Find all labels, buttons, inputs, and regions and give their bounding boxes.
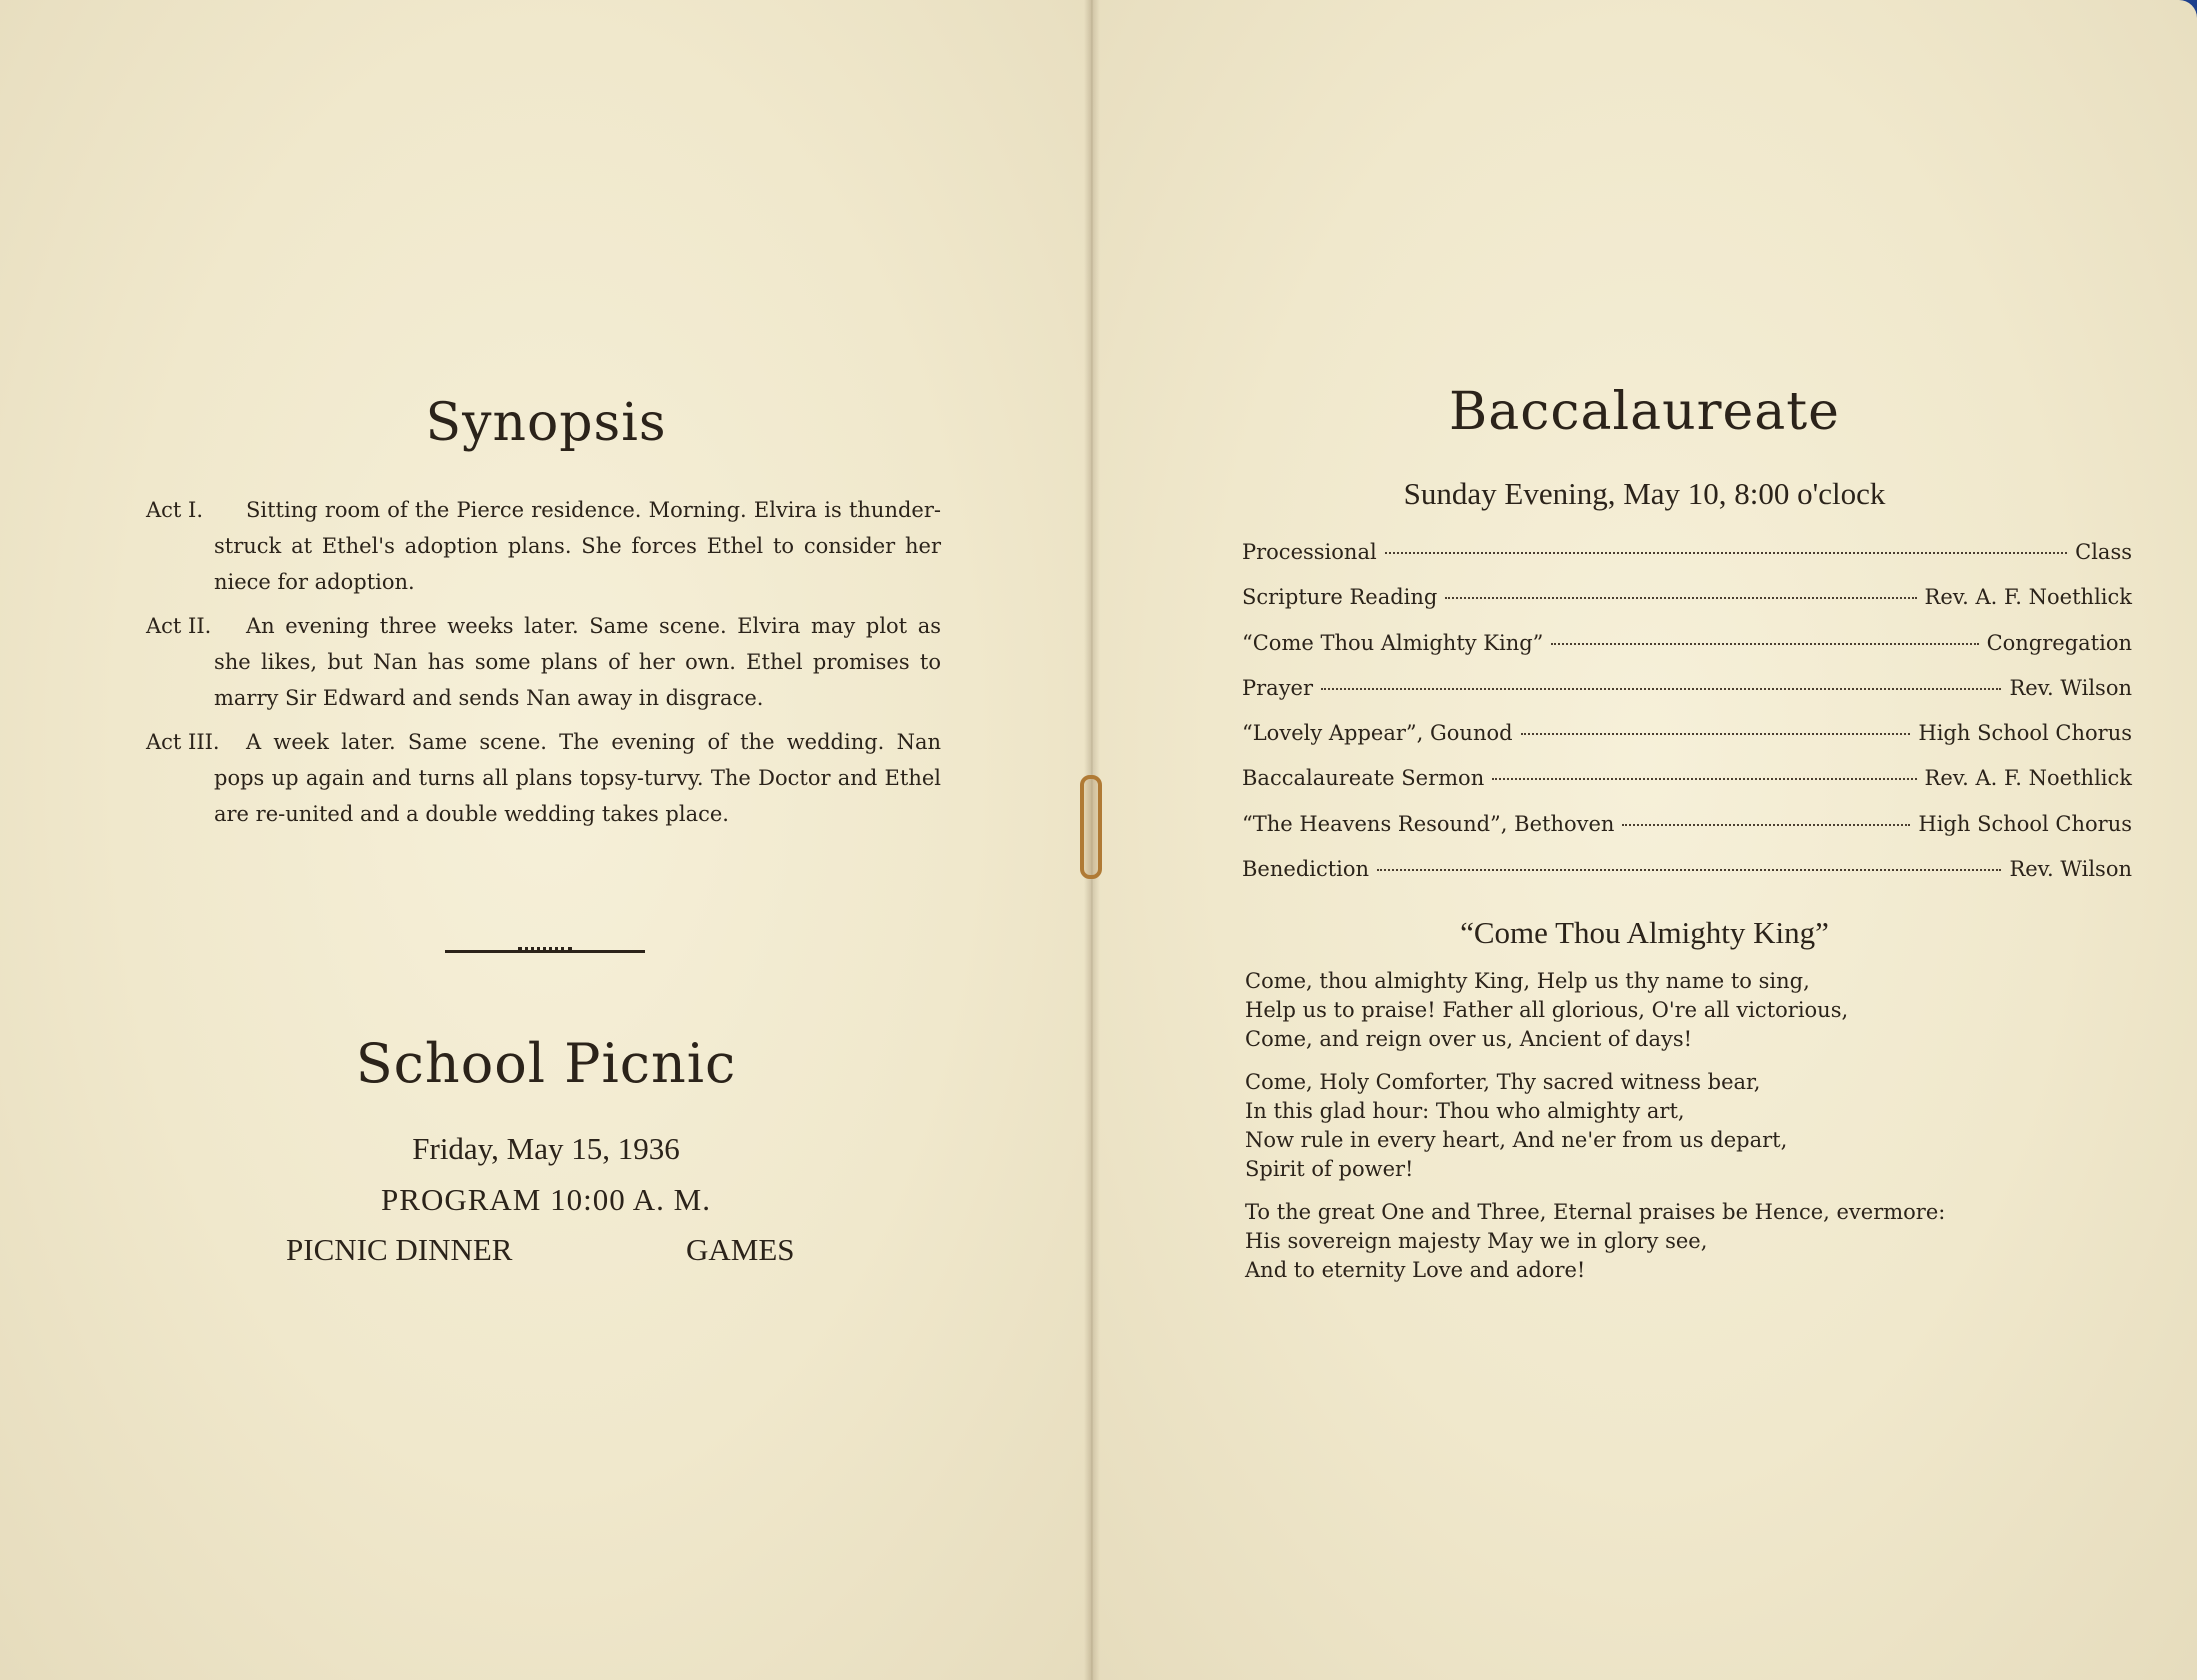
order-row <box>1242 857 2132 902</box>
order-row <box>1242 676 2132 721</box>
order-row <box>1242 721 2132 766</box>
act-label: Act III. <box>146 730 220 754</box>
synopsis-title: Synopsis <box>425 393 667 453</box>
order-item: Scripture Reading <box>1242 585 1438 610</box>
dot-leader <box>1492 778 1916 780</box>
hymn-title: “Come Thou Almighty King” <box>1460 915 1829 950</box>
left-page <box>0 0 1092 1680</box>
verse-line: Help us to praise! Father all glorious, O're all victorious, <box>1245 998 1849 1022</box>
picnic-games: GAMES <box>686 1232 795 1267</box>
synopsis-acts <box>146 492 941 840</box>
order-row <box>1242 585 2132 630</box>
order-row <box>1242 540 2132 585</box>
baccalaureate-subtitle: Sunday Evening, May 10, 8:00 o'clock <box>1403 476 1886 511</box>
dot-leader <box>1377 869 2001 871</box>
baccalaureate-title: Baccalaureate <box>1449 382 1840 442</box>
picnic-title: School Picnic <box>355 1032 737 1095</box>
order-of-service <box>1242 540 2132 902</box>
section-divider-dots <box>518 947 572 950</box>
picnic-date: Friday, May 15, 1936 <box>412 1131 680 1166</box>
verse-line: Come, Holy Comforter, Thy sacred witness bear, <box>1245 1070 1761 1094</box>
order-performer: Rev. A. F. Noethlick <box>1924 766 2132 791</box>
picnic-program-time: PROGRAM 10:00 A. M. <box>381 1182 711 1217</box>
order-item: Prayer <box>1242 675 1314 700</box>
dot-leader <box>1521 733 1911 735</box>
right-page <box>1092 0 2197 1680</box>
dot-leader <box>1445 597 1916 599</box>
dot-leader <box>1321 688 2001 690</box>
verse-line: Now rule in every heart, And ne'er from us depart, <box>1245 1128 1788 1152</box>
hymn-verse <box>1245 1068 2145 1184</box>
act-item <box>146 608 941 716</box>
dot-leader <box>1622 824 1910 826</box>
order-item: Processional <box>1242 540 1377 564</box>
section-divider <box>445 950 645 953</box>
order-performer: Rev. A. F. Noethlick <box>1924 585 2132 610</box>
order-item: Baccalaureate Sermon <box>1242 766 1485 791</box>
order-item: “The Heavens Resound”, Bethoven <box>1242 811 1615 836</box>
act-text: Sitting room of the Pierce residence. Morning. Elvira is thunder-struck at Ethel's adoption plans. She forces Ethel to consider her niece for adoption. <box>214 498 941 594</box>
order-performer: High School Chorus <box>1918 721 2132 746</box>
verse-line: His sovereign majesty May we in glory see, <box>1245 1229 1708 1253</box>
verse-line: And to eternity Love and adore! <box>1245 1258 1586 1282</box>
act-text: An evening three weeks later. Same scene. Elvira may plot as she likes, but Nan has some plans of her own. Ethel promises to marry Sir Edward and sends Nan away in disgrace. <box>214 614 941 710</box>
act-label: Act I. <box>146 498 204 522</box>
act-item <box>146 724 941 832</box>
act-item <box>146 492 941 600</box>
staple <box>1080 775 1102 879</box>
order-item: Benediction <box>1242 857 1370 882</box>
act-text: A week later. Same scene. The evening of the wedding. Nan pops up again and turns all plans topsy-turvy. The Doctor and Ethel are re-united and a double wedding takes place. <box>214 730 941 826</box>
hymn-verse <box>1245 967 2145 1054</box>
picnic-dinner: PICNIC DINNER <box>286 1232 513 1267</box>
order-row <box>1242 631 2132 676</box>
order-performer: Rev. Wilson <box>2009 857 2132 882</box>
order-item: “Lovely Appear”, Gounod <box>1242 721 1513 746</box>
order-performer: Congregation <box>1986 630 2132 655</box>
order-row <box>1242 766 2132 811</box>
verse-line: Come, and reign over us, Ancient of days! <box>1245 1027 1693 1051</box>
verse-line: In this glad hour: Thou who almighty art, <box>1245 1099 1685 1123</box>
hymn-verses <box>1245 967 2145 1299</box>
order-item: “Come Thou Almighty King” <box>1242 630 1544 655</box>
order-performer: High School Chorus <box>1918 811 2132 836</box>
hymn-verse <box>1245 1198 2145 1285</box>
verse-line: To the great One and Three, Eternal praises be Hence, evermore: <box>1245 1200 1946 1224</box>
dot-leader <box>1551 643 1978 645</box>
verse-line: Come, thou almighty King, Help us thy name to sing, <box>1245 969 1810 993</box>
dot-leader <box>1385 552 2067 554</box>
act-label: Act II. <box>146 614 212 638</box>
order-performer: Rev. Wilson <box>2009 675 2132 700</box>
order-row <box>1242 812 2132 857</box>
verse-line: Spirit of power! <box>1245 1157 1414 1181</box>
order-performer: Class <box>2075 540 2132 564</box>
